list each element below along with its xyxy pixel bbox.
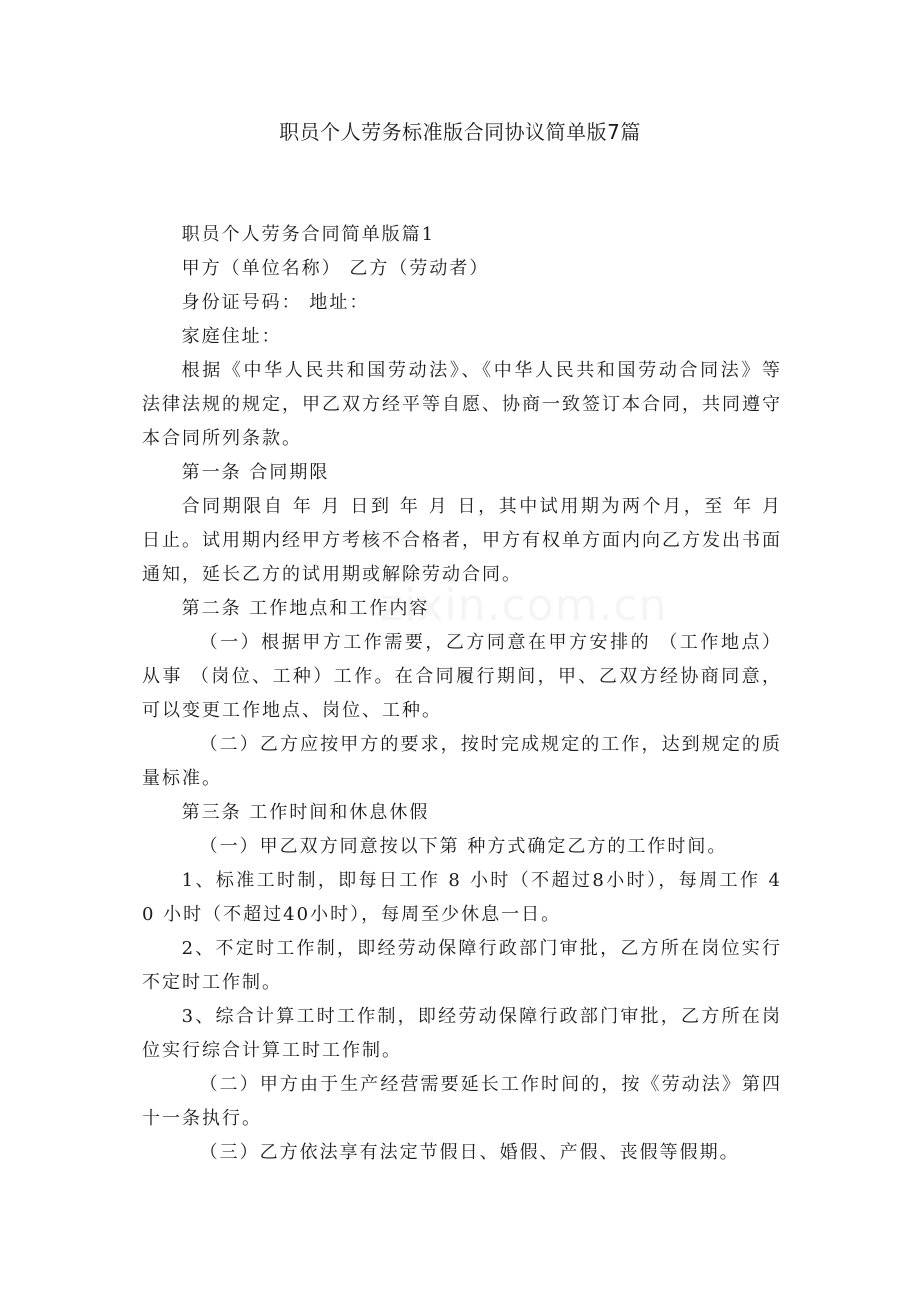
article-3-item-1: 1、标准工时制，即每日工作 8 小时（不超过8小时），每周工作 40 小时（不超过40小时），每周至少休息一日。 [142,870,782,925]
article-2-heading: 第二条 工作地点和工作内容 [181,598,430,619]
party-line: 甲方（单位名称） 乙方（劳动者） [181,258,490,279]
section-heading: 职员个人劳务合同简单版篇1 [181,224,436,245]
id-address-line: 身份证号码： 地址： [181,292,370,313]
article-2-clause-1: （一）根据甲方工作需要，乙方同意在甲方安排的 （工作地点）从事 （岗位、工种）工作。在合同履行期间，甲、乙双方经协商同意，可以变更工作地点、岗位、工种。 [142,632,782,721]
article-3-clause-3: （三）乙方依法享有法定节假日、婚假、产假、丧假等假期。 [199,1142,740,1163]
document-body [142,218,782,1170]
article-3-clause-1: （一）甲乙双方同意按以下第 种方式确定乙方的工作时间。 [199,836,728,857]
watermark: zixin.com.cn [380,580,668,631]
article-3-item-2: 2、不定时工作制，即经劳动保障行政部门审批，乙方所在岗位实行不定时工作制。 [142,938,782,993]
article-3-clause-2: （二）甲方由于生产经营需要延长工作时间的，按《劳动法》第四十一条执行。 [142,1074,782,1129]
article-3-heading: 第三条 工作时间和休息休假 [181,802,430,823]
home-address-line: 家庭住址： [181,326,282,347]
document-title: 职员个人劳务标准版合同协议简单版7篇 [279,120,641,144]
article-3-item-3: 3、综合计算工时工作制，即经劳动保障行政部门审批，乙方所在岗位实行综合计算工时工作制。 [142,1006,782,1061]
article-1-heading: 第一条 合同期限 [181,462,330,483]
article-1-paragraph: 合同期限自 年 月 日到 年 月 日，其中试用期为两个月，至 年 月 日止。试用期内经甲方考核不合格者，甲方有权单方面内向乙方发出书面通知，延长乙方的试用期或解除劳动合同。 [142,496,782,585]
article-2-clause-2: （二）乙方应按甲方的要求，按时完成规定的工作，达到规定的质量标准。 [142,734,782,789]
preamble-paragraph: 根据《中华人民共和国劳动法》、《中华人民共和国劳动合同法》等法律法规的规定，甲乙双方经平等自愿、协商一致签订本合同，共同遵守本合同所列条款。 [142,360,782,449]
